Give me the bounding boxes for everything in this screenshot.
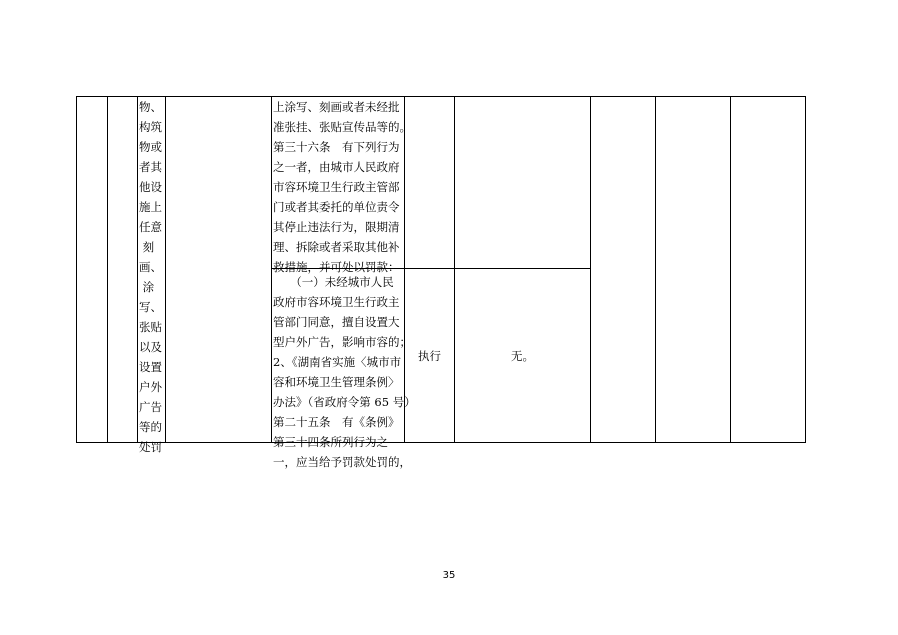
provision-line: 管部门同意，擅自设置大: [273, 315, 400, 329]
col3-line: 处罚: [139, 440, 162, 454]
provision-line: 一，应当给予罚款处罚的，: [273, 455, 411, 469]
col3-line: 他设: [139, 180, 162, 194]
col3-text: [139, 97, 162, 457]
col3-line: 画、: [139, 260, 162, 274]
col3-line: 涂: [139, 280, 155, 294]
provision-line: 2、《湖南省实施〈城市市: [273, 355, 402, 369]
provision-line: 办法》（省政府令第 65 号）: [273, 395, 416, 409]
provision-line: 第二十五条 有《条例》: [273, 415, 400, 429]
provision-line: 第三十四条所列行为之: [273, 435, 388, 449]
provision-line: 之一者，由城市人民政府: [273, 160, 400, 174]
none-label: 无。: [511, 349, 534, 363]
provision-line: 第三十六条 有下列行为: [273, 140, 400, 154]
provision-line: 门或者其委托的单位责令: [273, 200, 400, 214]
col3-line: 张贴: [139, 320, 162, 334]
col3-line: 广告: [139, 400, 162, 414]
provision-line: 其停止违法行为，限期清: [273, 220, 400, 234]
col3-line: 者其: [139, 160, 162, 174]
provision-line: 政府市容环境卫生行政主: [273, 295, 400, 309]
provision-line: 市容环境卫生行政主管部: [273, 180, 400, 194]
lower-provision-text: [273, 272, 416, 472]
col3-line: 物、: [139, 100, 162, 114]
provision-line: 准张挂、张贴宣传品等的。: [273, 120, 411, 134]
col3-line: 等的: [139, 420, 162, 434]
provision-line: 型户外广告，影响市容的；: [273, 335, 411, 349]
col3-line: 设置: [139, 360, 162, 374]
col3-line: 施上: [139, 200, 162, 214]
action-label: 执行: [418, 349, 441, 363]
col3-line: 物或: [139, 140, 162, 154]
col3-line: 构筑: [139, 120, 162, 134]
col3-line: 刻: [139, 240, 155, 254]
col3-line: 以及: [139, 340, 162, 354]
col3-line: 户外: [139, 380, 162, 394]
provision-line: （一）未经城市人民: [273, 275, 394, 289]
upper-provision-text: [273, 97, 411, 277]
col3-line: 任意: [139, 220, 162, 234]
provision-line: 救措施，并可处以罚款：: [273, 260, 400, 274]
col3-line: 写、: [139, 300, 162, 314]
provision-line: 理、拆除或者采取其他补: [273, 240, 400, 254]
page-number: 35: [442, 570, 456, 581]
provision-line: 上涂写、刻画或者未经批: [273, 100, 400, 114]
provision-line: 容和环境卫生管理条例〉: [273, 375, 400, 389]
